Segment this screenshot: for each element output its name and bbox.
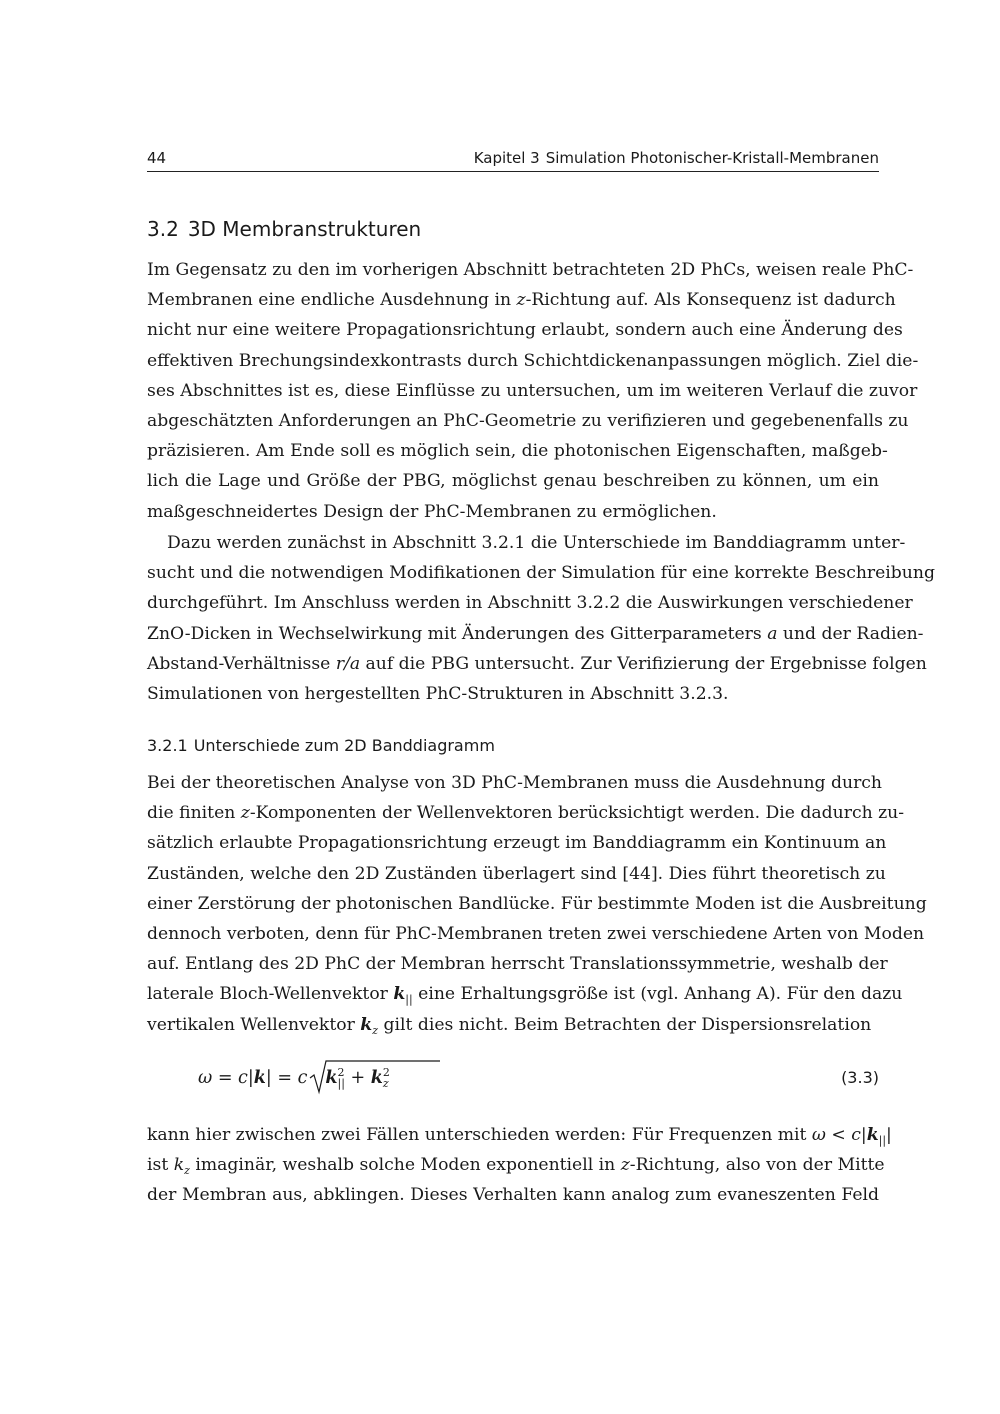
text-line: effektiven Brechungsindexkontrasts durch Schichtdickenanpassungen möglich. Ziel die- — [147, 350, 919, 371]
equation-formula: ω = c|k| = c $k^2_{||} + k^2_z$ — [198, 1066, 389, 1088]
text-line: präzisieren. Am Ende soll es möglich sein, die photonischen Eigenschaften, maßgeb- — [147, 441, 888, 462]
subsection-title: Unterschiede zum 2D Banddiagramm — [193, 736, 495, 755]
text-line: Bei der theoretischen Analyse von 3D PhC-Membranen muss die Ausdehnung durch — [147, 773, 882, 793]
chapter-label: Kapitel 3 — [473, 149, 540, 167]
equation-number: (3.3) — [841, 1068, 879, 1087]
text-line: Abstand-Verhältnisse r/a auf die PBG untersucht. Zur Verifizierung der Ergebnisse folgen — [147, 653, 927, 674]
text-line: sätzlich erlaubte Propagationsrichtung erzeugt im Banddiagramm ein Kontinuum an — [147, 833, 887, 854]
text-line: Zuständen, welche den 2D Zuständen überlagert sind [44]. Dies führt theoretisch zu — [147, 863, 886, 884]
page-number: 44 — [147, 149, 167, 167]
paragraph-cases — [147, 1120, 892, 1211]
subsection-number: 3.2.1 — [147, 736, 188, 755]
equation-dispersion — [147, 1058, 879, 1104]
text-line: ses Abschnittes ist es, diese Einflüsse zu untersuchen, um im weiteren Verlauf die zuvor — [147, 380, 918, 401]
text-line: vertikalen Wellenvektor $k_z$ gilt dies nicht. Beim Betrachten der Dispersionsrelation — [147, 1014, 872, 1037]
section-number: 3.2 — [147, 217, 179, 241]
text-line: lich die Lage und Größe der PBG, möglichst genau beschreiben zu können, um ein — [147, 471, 879, 492]
text-line: der Membran aus, abklingen. Dieses Verhalten kann analog zum evaneszenten Feld — [147, 1185, 879, 1206]
chapter-title: Simulation Photonischer-Kristall-Membranen — [545, 149, 879, 167]
text-line: Membranen eine endliche Ausdehnung in z-Richtung auf. Als Konsequenz ist dadurch — [147, 290, 896, 311]
square-root: $k^2_{||} + k^2_z$ — [309, 1066, 388, 1088]
text-line: abgeschätzten Anforderungen an PhC-Geometrie zu verifizieren und gegebenenfalls zu — [147, 410, 909, 431]
text-line: Simulationen von hergestellten PhC-Strukturen in Abschnitt 3.2.3. — [147, 683, 729, 704]
paragraph-analysis — [147, 768, 927, 1040]
paragraph-intro — [147, 255, 919, 527]
text-line: laterale Bloch-Wellenvektor $k_{||}$ eine Erhaltungsgröße ist (vgl. Anhang A). Für den dazu — [147, 984, 903, 1007]
chapter-heading — [474, 149, 879, 167]
text-line: ZnO-Dicken in Wechselwirkung mit Änderungen des Gitterparameters a und der Radien- — [147, 623, 924, 644]
text-line: auf. Entlang des 2D PhC der Membran herrscht Translationssymmetrie, weshalb der — [147, 954, 888, 975]
text-line: maßgeschneidertes Design der PhC-Membranen zu ermöglichen. — [147, 501, 717, 522]
text-line: nicht nur eine weitere Propagationsrichtung erlaubt, sondern auch eine Änderung des — [147, 320, 903, 341]
text-line: ist $k_z$ imaginär, weshalb solche Moden exponentiell in z-Richtung, also von der Mitte — [147, 1155, 885, 1178]
radical-sign-icon — [309, 1058, 441, 1096]
text-line: sucht und die notwendigen Modifikationen der Simulation für eine korrekte Beschreibung — [147, 563, 935, 584]
text-line: kann hier zwischen zwei Fällen unterschieden werden: Für Frequenzen mit $\omega < c|k_{||}|$ — [147, 1125, 892, 1147]
running-header — [147, 147, 879, 172]
text-line: dennoch verboten, denn für PhC-Membranen treten zwei verschiedene Arten von Moden — [147, 923, 925, 944]
subsection-heading — [147, 736, 495, 755]
paragraph-overview — [147, 528, 935, 709]
section-heading — [147, 217, 421, 241]
section-title: 3D Membranstrukturen — [187, 217, 422, 241]
text-line: Dazu werden zunächst in Abschnitt 3.2.1 die Unterschiede im Banddiagramm unter- — [167, 533, 906, 553]
text-line: die finiten z-Komponenten der Wellenvektoren berücksichtigt werden. Die dadurch zu- — [147, 803, 905, 824]
text-line: einer Zerstörung der photonischen Bandlücke. Für bestimmte Moden ist die Ausbreitung — [147, 893, 927, 914]
text-line: Im Gegensatz zu den im vorherigen Abschnitt betrachteten 2D PhCs, weisen reale PhC- — [147, 260, 914, 280]
text-line: durchgeführt. Im Anschluss werden in Abschnitt 3.2.2 die Auswirkungen verschiedener — [147, 593, 913, 614]
